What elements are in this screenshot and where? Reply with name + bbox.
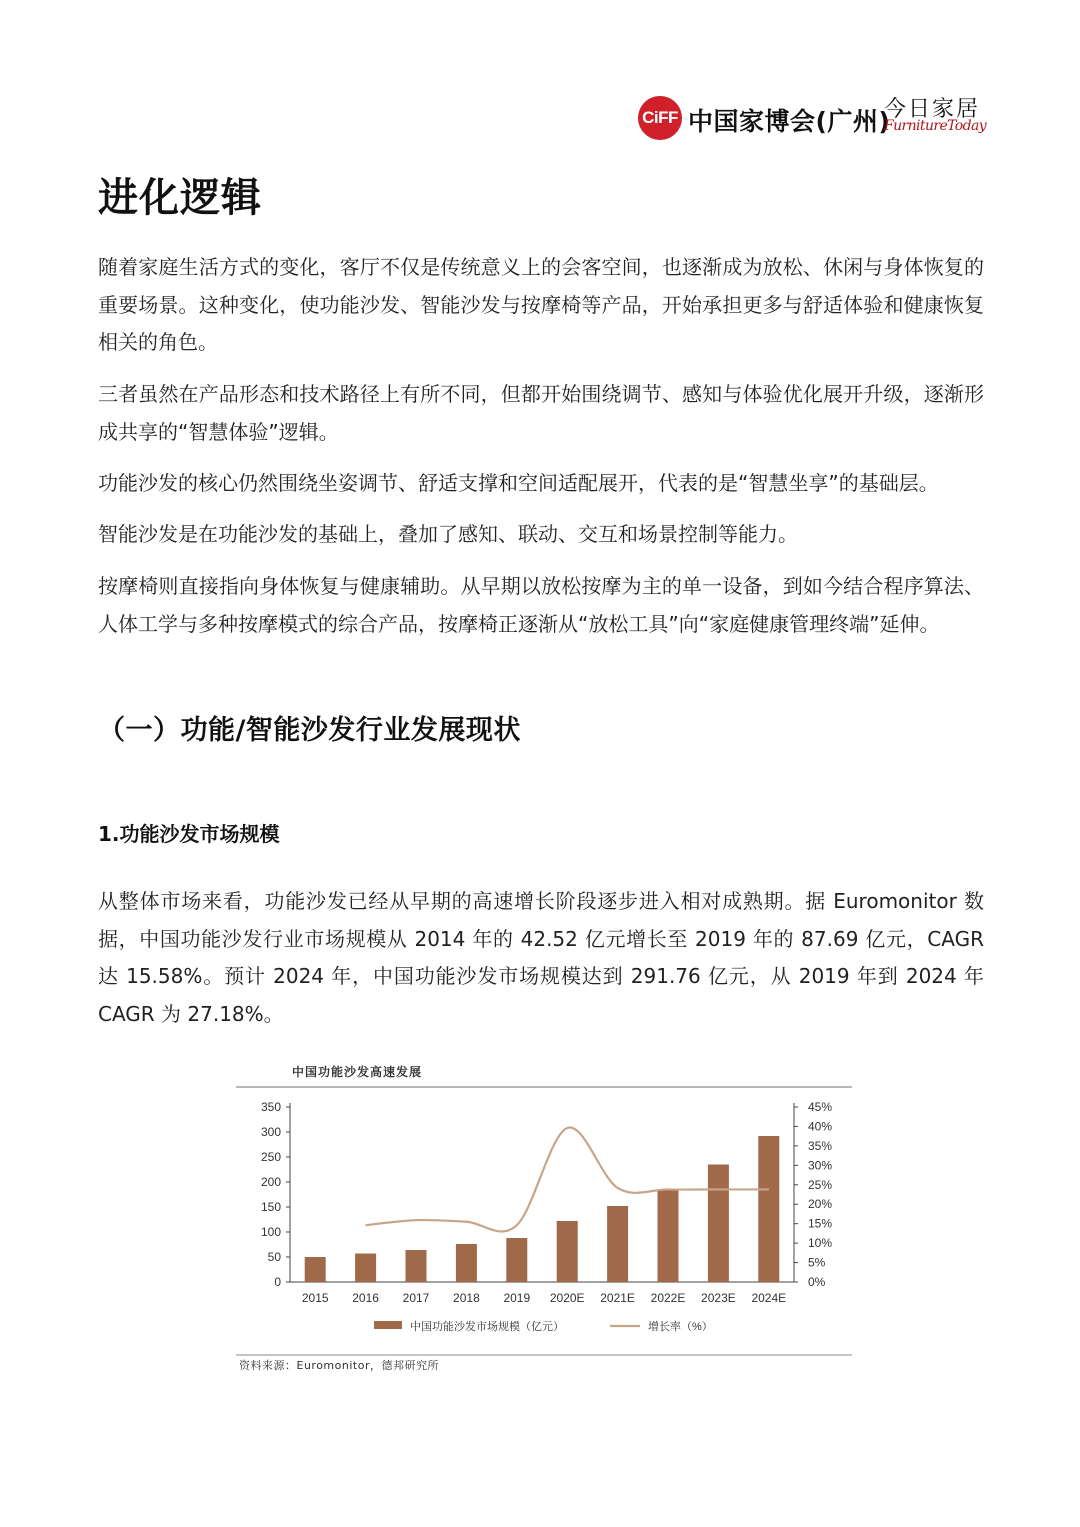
- y-left-tick-label: 100: [260, 1225, 281, 1239]
- bar: [607, 1206, 628, 1282]
- y-left-tick-label: 200: [260, 1175, 281, 1189]
- y-right-tick-label: 45%: [808, 1100, 833, 1114]
- x-tick-label: 2017: [402, 1291, 430, 1305]
- y-right-tick-label: 40%: [808, 1119, 833, 1134]
- paragraph-intro: 随着家庭生活方式的变化，客厅不仅是传统意义上的会客空间，也逐渐成为放松、休闲与身体恢复的重要场景。这种变化，使功能沙发、智能沙发与按摩椅等产品，开始承担更多与舒适体验和健康恢复相关的角色。: [98, 255, 984, 354]
- y-left-tick-label: 300: [260, 1125, 281, 1139]
- y-right-tick-label: 30%: [808, 1158, 833, 1173]
- bar: [658, 1190, 679, 1283]
- paragraph-market-size: 从整体市场来看，功能沙发已经从早期的高速增长阶段逐步进入相对成熟期。据 Euromonitor 数据，中国功能沙发行业市场规模从 2014 年的 42.52 亿元增长至 2019 年的 87.69 亿元，CAGR 达 15.58%。预计 2024 年，中国功能沙发市场规模达到 291.76 亿元，从 2019 年到 2024 年 CAGR 为 27.18%。: [98, 889, 984, 1026]
- y-left-tick-label: 350: [260, 1100, 281, 1114]
- x-tick-label: 2019: [503, 1291, 531, 1305]
- y-right-tick-label: 15%: [808, 1216, 833, 1231]
- y-right-tick-label: 35%: [808, 1138, 833, 1153]
- x-tick-label: 2023E: [701, 1291, 736, 1305]
- x-tick-label: 2024E: [751, 1291, 787, 1305]
- x-tick-label: 2015: [301, 1291, 329, 1305]
- bar: [506, 1238, 527, 1282]
- y-left-tick-label: 50: [267, 1250, 281, 1264]
- x-tick-label: 2018: [453, 1291, 480, 1305]
- subsection-heading: 1.功能沙发市场规模: [98, 822, 280, 846]
- y-right-tick-label: 25%: [808, 1177, 833, 1192]
- y-right-tick-label: 5%: [808, 1255, 826, 1270]
- x-tick-label: 2016: [352, 1291, 379, 1305]
- legend-swatch-bar: [374, 1321, 402, 1329]
- section-heading: （一）功能/智能沙发行业发展现状: [98, 715, 521, 746]
- x-tick-label: 2020E: [549, 1291, 585, 1305]
- bar: [406, 1250, 427, 1282]
- furniture-today-logo-en: FurnitureToday: [884, 118, 987, 134]
- bar: [708, 1165, 729, 1283]
- y-right-tick-label: 0%: [808, 1275, 826, 1289]
- bar: [758, 1136, 779, 1282]
- x-tick-label: 2021E: [600, 1291, 635, 1305]
- paragraph-shared-logic: 三者虽然在产品形态和技术路径上有所不同，但都开始围绕调节、感知与体验优化展开升级，逐渐形成共享的“智慧体验”逻辑。: [98, 382, 984, 444]
- bar: [456, 1244, 477, 1282]
- x-tick-label: 2022E: [650, 1291, 686, 1305]
- ciff-logo-text: 中国家博会(广州): [688, 107, 891, 136]
- legend-label-bar: 中国功能沙发市场规模（亿元）: [410, 1321, 564, 1333]
- page-title: 进化逻辑: [98, 175, 262, 221]
- chart-source-note: 资料来源：Euromonitor，德邦研究所: [239, 1359, 439, 1372]
- y-right-tick-label: 10%: [808, 1236, 833, 1251]
- y-right-tick-label: 20%: [808, 1197, 833, 1212]
- furniture-today-logo-cn: 今日家居: [884, 97, 981, 122]
- bar: [305, 1257, 326, 1282]
- y-left-tick-label: 150: [260, 1200, 281, 1214]
- y-left-tick-label: 0: [274, 1275, 281, 1289]
- market-size-chart: [228, 1054, 854, 1384]
- chart-title: 中国功能沙发高速发展: [292, 1065, 423, 1079]
- legend-label-line: 增长率（%）: [648, 1321, 713, 1333]
- paragraph-massage-chair: 按摩椅则直接指向身体恢复与健康辅助。从早期以放松按摩为主的单一设备，到如今结合程序算法、人体工学与多种按摩模式的综合产品，按摩椅正逐渐从“放松工具”向“家庭健康管理终端”延伸。: [98, 574, 984, 636]
- paragraph-functional-sofa: 功能沙发的核心仍然围绕坐姿调节、舒适支撑和空间适配展开，代表的是“智慧坐享”的基础层。: [98, 471, 939, 495]
- bar: [355, 1254, 376, 1283]
- ciff-logo-badge: CiFF: [638, 96, 682, 140]
- chart-svg: [228, 1054, 854, 1384]
- bar: [557, 1221, 578, 1282]
- y-left-tick-label: 250: [260, 1150, 281, 1164]
- paragraph-smart-sofa: 智能沙发是在功能沙发的基础上，叠加了感知、联动、交互和场景控制等能力。: [98, 522, 798, 546]
